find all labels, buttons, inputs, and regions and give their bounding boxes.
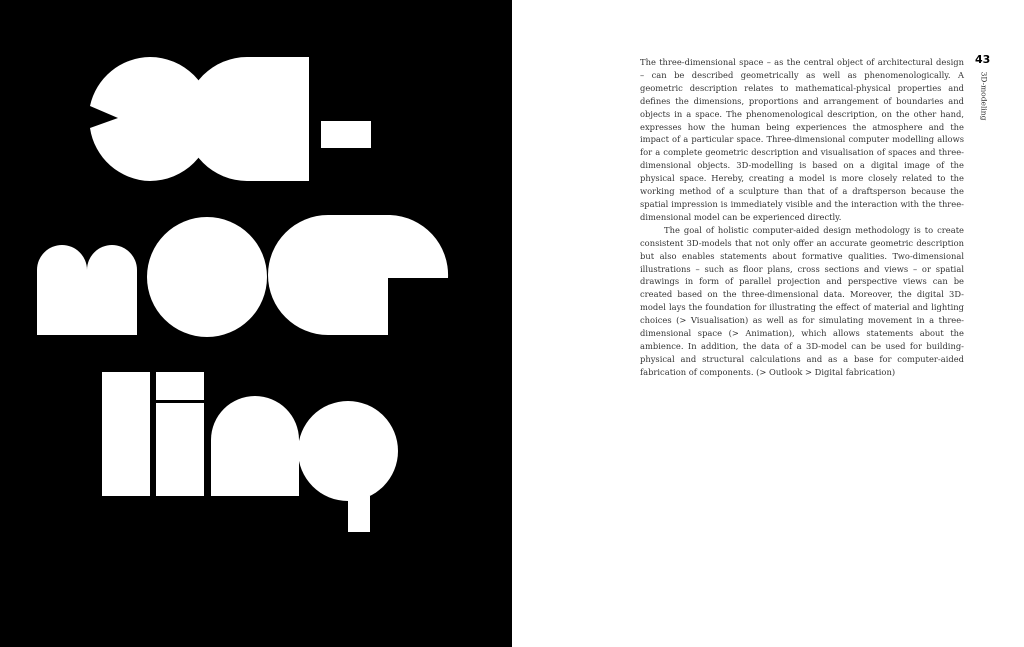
glyph-d bbox=[185, 57, 309, 181]
running-head: 3D-modeling bbox=[979, 71, 989, 121]
glyph-n bbox=[211, 396, 299, 496]
glyph-e bbox=[328, 215, 448, 335]
paragraph: The three-dimensional space – as the central object of architectural design – can be described geometrically as well as phenomenologically. A geometric description relates to mathematical-physical properties and defines the dimensions, proportions and arrangement of boundaries and objects in a space. The phenomenological description, on the other hand, expresses how the human being experiences the atmosphere and the impact of a particular space. Three-dimensional computer modelling allows for a complete geometric description and visualisation of spaces and three-dimensional objects. 3D-modelling is based on a digital image of the physical space. Hereby, creating a model is more closely related to the working method of a sculpture than that of a draftsperson because the spatial impression is immediately visible and the interaction with the three-dimensional model can be experienced directly. bbox=[640, 57, 964, 222]
glyph-i bbox=[156, 372, 204, 496]
paragraph: The goal of holistic computer-aided design methodology is to create consistent 3D-models that not only offer an accurate geometric description but also enables statements about formative qualities. Two-dimensional illustrations – such as floor plans, cross sections and views – or spatial drawings in form of parallel projection and perspective views can be created based on the three-dimensional data. Moreover, the digital 3D-model lays the foundation for illustrating the effect of material and lighting choices (> Visualisation) as well as for simulating movement in a three-dimensional space (> Animation), which allows statements about the ambience. In addition, the data of a 3D-model can be used for building-physical and structural calculations and as a base for computer-aided fabrication of components. (> Outlook > Digital fabrication) bbox=[640, 224, 964, 377]
glyph-o bbox=[147, 217, 267, 337]
glyph-g bbox=[298, 401, 398, 532]
page-number: 43 bbox=[975, 53, 991, 66]
glyph-hyphen bbox=[321, 121, 371, 148]
body-text bbox=[640, 56, 964, 379]
glyph-m bbox=[37, 245, 137, 335]
glyph-l bbox=[102, 372, 150, 496]
